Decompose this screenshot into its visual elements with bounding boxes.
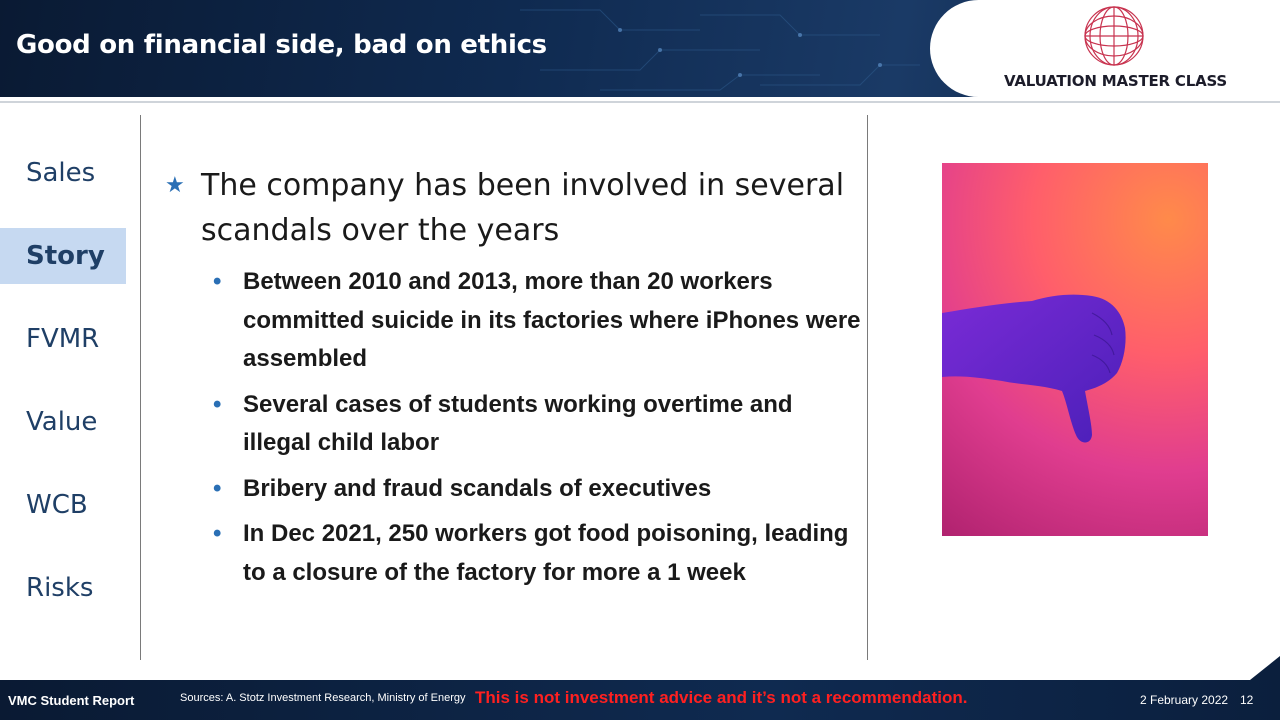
main-point [165, 163, 865, 253]
page-number: 12 [1240, 693, 1254, 707]
star-icon: ★ [165, 173, 185, 198]
list-item [165, 386, 865, 463]
footer-sources: Sources: A. Stotz Investment Research, Ministry of Energy [180, 692, 466, 704]
list-item [165, 470, 865, 509]
dot-icon: • [213, 520, 222, 547]
nav-item-risks[interactable]: Risks [26, 573, 94, 603]
bullet-text: Several cases of students working overtime and illegal child labor [243, 390, 793, 456]
bullet-text: In Dec 2021, 250 workers got food poisoning, leading to a closure of the factory for more a 1 week [243, 520, 849, 586]
footer-accent-shape [1226, 656, 1280, 680]
nav-item-sales[interactable]: Sales [26, 158, 96, 188]
page-title: Good on financial side, bad on ethics [16, 30, 547, 60]
footer-report-label: VMC Student Report [8, 693, 135, 708]
nav-item-wcb[interactable]: WCB [26, 490, 88, 520]
bullet-text: Bribery and fraud scandals of executives [243, 474, 712, 502]
header-divider [0, 101, 1280, 103]
bullet-text: Between 2010 and 2013, more than 20 workers committed suicide in its factories where iPhones were assembled [243, 268, 861, 372]
main-point-text: The company has been involved in several scandals over the years [201, 168, 845, 248]
footer-date: 2 February 2022 [1140, 693, 1229, 707]
nav-item-value[interactable]: Value [26, 407, 98, 437]
logo-text: VALUATION MASTER CLASS [1004, 72, 1228, 90]
nav-item-story[interactable]: Story [0, 228, 126, 284]
footer-disclaimer: This is not investment advice and it’s not a recommendation. [475, 688, 968, 707]
dot-icon: • [213, 474, 222, 502]
dot-icon: • [213, 390, 222, 418]
content-divider-right [867, 115, 868, 660]
content-divider-left [140, 115, 141, 660]
dot-icon: • [213, 268, 222, 295]
list-item [165, 515, 865, 592]
slide-content [165, 163, 865, 599]
bullet-list [165, 263, 865, 592]
nav-item-fvmr[interactable]: FVMR [26, 324, 100, 354]
globe-icon [1082, 4, 1146, 68]
thumbs-down-icon [942, 163, 1208, 536]
list-item [165, 263, 865, 379]
thumbs-down-photo [942, 163, 1208, 536]
